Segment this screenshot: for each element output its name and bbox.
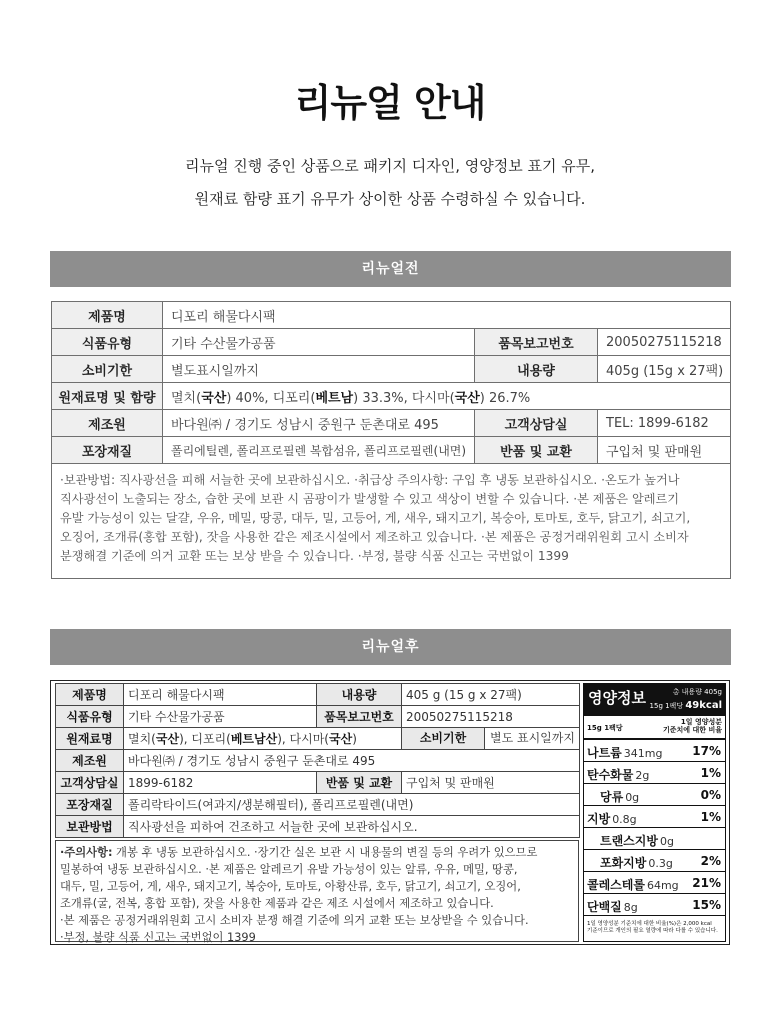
- nutrition-facts-panel: [583, 683, 726, 942]
- nutrient-rows: [584, 740, 725, 916]
- table-row: [52, 356, 731, 383]
- maker-value: 바다원㈜ / 경기도 성남시 중원구 둔촌대로 495: [124, 750, 580, 772]
- nutrient-amount: 2g: [635, 769, 650, 782]
- label-cell: 원재료명: [56, 728, 124, 750]
- nutrient-row: [584, 850, 725, 872]
- label-cell: 제품명: [52, 302, 163, 329]
- table-row: [52, 383, 731, 410]
- report-number-value: 20050275115218: [402, 706, 580, 728]
- after-label-table: [55, 683, 580, 838]
- label-cell: 포장재질: [56, 794, 124, 816]
- note-line: [60, 844, 574, 861]
- note-line: 대두, 밀, 고등어, 게, 새우, 돼지고기, 복숭아, 토마토, 아황산류, 호두, 닭고기, 쇠고기, 오징어,: [60, 880, 521, 893]
- per-serving-calories: [650, 700, 722, 711]
- table-row: [56, 772, 580, 794]
- label-cell: 식품유형: [52, 329, 163, 356]
- nutrient-name: 단백질 8g: [587, 900, 638, 914]
- daily-value-heading: [663, 718, 722, 734]
- maker-value: 바다원㈜ / 경기도 성남시 중원구 둔촌대로 495: [163, 410, 475, 437]
- nutrient-row: [584, 806, 725, 828]
- nutrient-row: [584, 894, 725, 916]
- nutrient-name: 탄수화물 2g: [587, 768, 650, 782]
- return-value: 구입처 및 판매원: [598, 437, 731, 464]
- table-row: [52, 329, 731, 356]
- label-cell: 품목보고번호: [317, 706, 402, 728]
- ingredient-text: ), 디포리(: [179, 732, 231, 746]
- note-line: 직사광선이 노출되는 장소, 습한 곳에 보관 시 곰팡이가 발생할 수 있고 색상이 변할 수 있습니다. ·본 제품은 알레르기: [60, 492, 680, 506]
- note-lead: ·주의사항:: [60, 846, 113, 859]
- packaging-value: 폴리락타이드(여과지/생분해필터), 폴리프로필렌(내면): [124, 794, 580, 816]
- table-row: [52, 437, 731, 464]
- origin-country: 국산: [329, 732, 353, 746]
- nutrient-percent: 15%: [692, 898, 721, 912]
- label-cell: 고객상담실: [56, 772, 124, 794]
- nutrient-name: 트랜스지방 0g: [600, 834, 674, 848]
- ingredient-text: ) 40%, 디포리(: [226, 390, 316, 406]
- label-cell: 소비기한: [52, 356, 163, 383]
- return-value: 구입처 및 판매원: [402, 772, 580, 794]
- expiry-value: 별도 표시일까지: [490, 731, 575, 745]
- label-cell: 원재료명 및 함량: [52, 383, 163, 410]
- note-line: 유발 가능성이 있는 달걀, 우유, 메밀, 땅콩, 대두, 밀, 고등어, 게, 새우, 돼지고기, 복숭아, 토마토, 호두, 닭고기, 쇠고기,: [60, 511, 691, 525]
- origin-country: 국산: [454, 390, 480, 406]
- ingredient-text: ), 다시마(: [277, 732, 329, 746]
- label-cell: 반품 및 교환: [475, 437, 598, 464]
- ingredients-value: [124, 728, 402, 750]
- serving-size: 15g 1팩당: [587, 724, 623, 732]
- ingredient-text: 멸치(: [128, 732, 156, 746]
- note-line: ·부정, 불량 식품 신고는 국번없이 1399: [60, 931, 256, 944]
- note-line: ·보관방법: 직사광선을 피해 서늘한 곳에 보관하십시오. ·취급상 주의사항: 구입 후 냉동 보관하십시오. ·온도가 높거나: [60, 473, 680, 487]
- before-label-table: [51, 301, 731, 579]
- intro-line-2: 원재료 함량 표기 유무가 상이한 상품 수령하실 수 있습니다.: [194, 190, 586, 208]
- nutrient-amount: 0g: [625, 791, 640, 804]
- nutrient-amount: 341mg: [623, 747, 663, 760]
- label-cell: 고객상담실: [475, 410, 598, 437]
- per-serving: 15g 1팩당: [649, 702, 684, 710]
- nutrient-name: 나트륨 341mg: [587, 746, 663, 760]
- note-line: 조개류(굴, 전복, 홍합 포함), 잣을 사용한 제품과 같은 제조 시설에서 제조하고 있습니다.: [60, 897, 494, 910]
- nutrient-percent: 0%: [700, 788, 721, 802]
- ingredient-text: 멸치(: [171, 390, 202, 406]
- label-cell: 식품유형: [56, 706, 124, 728]
- nutrient-amount: 64mg: [646, 879, 679, 892]
- table-row: [52, 464, 731, 579]
- label-cell: 보관방법: [56, 816, 124, 838]
- label-cell: 제조원: [52, 410, 163, 437]
- nutrition-footnote: [587, 921, 718, 935]
- customer-service-value: TEL: 1899-6182: [598, 410, 731, 437]
- nutrient-percent: 2%: [700, 854, 721, 868]
- before-notes: [52, 464, 731, 579]
- nutrient-name: 콜레스테롤 64mg: [587, 878, 679, 892]
- nutrition-title: 영양정보: [588, 689, 646, 707]
- total-content: 총 내용량 405g: [672, 688, 722, 696]
- food-type-value: 기타 수산물가공품: [163, 329, 475, 356]
- ingredients-value: [163, 383, 731, 410]
- ingredient-text: ): [352, 732, 357, 746]
- label-cell: 반품 및 교환: [317, 772, 402, 794]
- nutrient-name: 포화지방 0.3g: [600, 856, 673, 870]
- nutrient-percent: 17%: [692, 744, 721, 758]
- label-cell: 제품명: [56, 684, 124, 706]
- storage-value: 직사광선을 피하여 건조하고 서늘한 곳에 보관하십시오.: [124, 816, 580, 838]
- nutrition-subheader: [584, 716, 725, 740]
- note-line: 분쟁해결 기준에 의거 교환 또는 보상 받을 수 있습니다. ·부정, 불량 식품 신고는 국번없이 1399: [60, 549, 569, 563]
- footnote-line: 기준이므로 개인의 필요 열량에 따라 다를 수 있습니다.: [587, 928, 718, 934]
- table-row: [56, 750, 580, 772]
- expiry-label: 소비기한: [402, 728, 485, 749]
- label-cell: 포장재질: [52, 437, 163, 464]
- page-title: 리뉴얼 안내: [294, 81, 486, 125]
- expiry-cell: [402, 728, 580, 750]
- after-label-panel: [50, 680, 730, 945]
- ingredient-text: ) 33.3%, 다시마(: [353, 390, 455, 406]
- table-row: [56, 706, 580, 728]
- nutrient-row: [584, 740, 725, 762]
- note-line: ·본 제품은 공정거래위원회 고시 소비자 분쟁 해결 기준에 의거 교환 또는 보상받을 수 있습니다.: [60, 914, 529, 927]
- volume-value: 405g (15g x 27팩): [598, 356, 731, 383]
- ingredient-text: ) 26.7%: [479, 390, 531, 406]
- label-cell: 품목보고번호: [475, 329, 598, 356]
- footnote-line: 1일 영양성분 기준치에 대한 비율(%)은 2,000 kcal: [587, 921, 712, 927]
- calories: 49kcal: [685, 700, 722, 711]
- nutrient-row: [584, 784, 725, 806]
- dv-line: 1일 영양성분: [680, 718, 722, 726]
- table-row: [56, 794, 580, 816]
- dv-line: 기준치에 대한 비율: [663, 726, 722, 734]
- nutrient-percent: 1%: [700, 810, 721, 824]
- report-number-value: 20050275115218: [598, 329, 731, 356]
- after-notes: [55, 840, 579, 942]
- label-cell: 제조원: [56, 750, 124, 772]
- origin-country: 베트남산: [230, 732, 278, 746]
- customer-service-value: 1899-6182: [124, 772, 317, 794]
- nutrient-name: 당류 0g: [600, 790, 640, 804]
- intro-line-1: 리뉴얼 진행 중인 상품으로 패키지 디자인, 영양정보 표기 유무,: [185, 157, 595, 175]
- note-first: 개봉 후 냉동 보관하십시오. ·장기간 실온 보관 시 내용물의 변질 등의 우려가 있으므로: [112, 846, 538, 859]
- nutrient-amount: 0g: [659, 835, 674, 848]
- packaging-value: 폴리에틸렌, 폴리프로필렌 복합섬유, 폴리프로필렌(내면): [163, 437, 475, 464]
- table-row: [56, 728, 580, 750]
- label-cell: 내용량: [475, 356, 598, 383]
- table-row: [52, 302, 731, 329]
- nutrient-percent: 21%: [692, 876, 721, 890]
- nutrient-row: [584, 872, 725, 894]
- label-cell: 내용량: [317, 684, 402, 706]
- nutrient-amount: 0.8g: [612, 813, 637, 826]
- nutrient-amount: 0.3g: [648, 857, 673, 870]
- note-line: 밀봉하여 냉동 보관하십시오. ·본 제품은 알레르기 유발 가능성이 있는 알류, 우유, 메밀, 땅콩,: [60, 863, 518, 876]
- volume-value: 405 g (15 g x 27팩): [402, 684, 580, 706]
- nutrient-name: 지방 0.8g: [587, 812, 637, 826]
- note-line: 오징어, 조개류(홍합 포함), 잣을 사용한 같은 제조시설에서 제조하고 있습니다. ·본 제품은 공정거래위원회 고시 소비자: [60, 530, 689, 544]
- table-row: [56, 684, 580, 706]
- origin-country: 베트남: [315, 390, 354, 406]
- expiry-value: 별도표시일까지: [163, 356, 475, 383]
- product-name-value: 디포리 해물다시팩: [124, 684, 317, 706]
- after-band: 리뉴얼후: [50, 629, 731, 665]
- table-row: [56, 816, 580, 838]
- origin-country: 국산: [155, 732, 180, 746]
- nutrient-row: [584, 828, 725, 850]
- nutrient-percent: 1%: [700, 766, 721, 780]
- nutrient-row: [584, 762, 725, 784]
- nutrition-header: [584, 684, 725, 716]
- origin-country: 국산: [201, 390, 227, 406]
- before-band: 리뉴얼전: [50, 251, 731, 287]
- nutrient-amount: 8g: [623, 901, 638, 914]
- product-name-value: 디포리 해물다시팩: [163, 302, 731, 329]
- table-row: [52, 410, 731, 437]
- food-type-value: 기타 수산물가공품: [124, 706, 317, 728]
